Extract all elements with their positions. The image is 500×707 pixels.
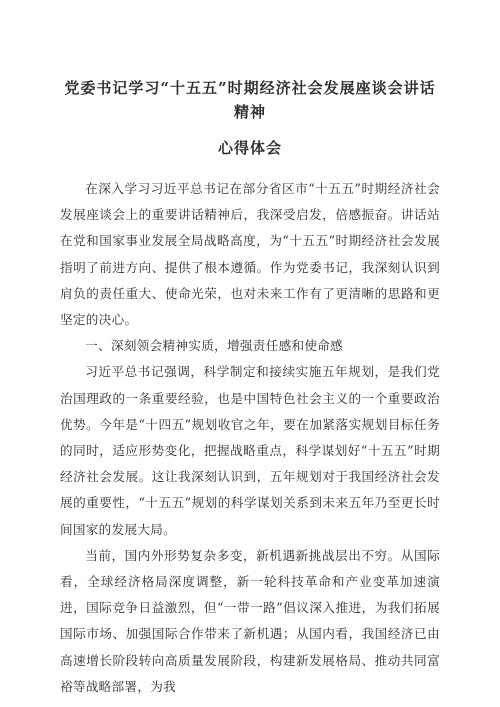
body-paragraph-1: 习近平总书记强调，科学制定和接续实施五年规划，是我们党治国理政的一条重要经验，也是中国特色社会主义的一个重要政治优势。今年是“十四五”规划收官之年，要在加紧落实规划目标任务的同时，适应形势变化，把握战略重点，科学谋划好“十五五”时期经济社会发展。这让我深刻认识到，五年规划对于我国经济社会发展的重要性，“十五五”规划的科学谋划关系到未来五年乃至更长时间国家的发展大局。 bbox=[60, 364, 440, 537]
section-heading-1: 一、深刻领会精神实质，增强责任感和使命感 bbox=[85, 338, 344, 354]
document-body bbox=[60, 176, 440, 700]
body-paragraph-2: 当前，国内外形势复杂多变，新机遇新挑战层出不穷。从国际看，全球经济格局深度调整，新一轮科技革命和产业变革加速演进，国际竞争日益激烈，但“一带一路”倡议深入推进，为我们拓展国际市场、加强国际合作带来了新机遇；从国内看，我国经济已由高速增长阶段转向高质量发展阶段，构建新发展格局、推动共同富裕等战略部署，为我 bbox=[60, 547, 440, 694]
document-title-line-2: 心得体会 bbox=[217, 139, 282, 157]
intro-paragraph: 在深入学习习近平总书记在部分省区市“十五五”时期经济社会发展座谈会上的重要讲话精神后，我深受启发，倍感振奋。讲话站在党和国家事业发展全局战略高度，为“十五五”时期经济社会发展指明了前进方向、提供了根本遵循。作为党委书记，我深刻认识到肩负的责任重大、使命光荣，也对未来工作有了更清晰的思路和更坚定的决心。 bbox=[60, 181, 440, 328]
document-title: 党委书记学习“十五五”时期经济社会发展座谈会讲话精神 bbox=[64, 79, 436, 121]
